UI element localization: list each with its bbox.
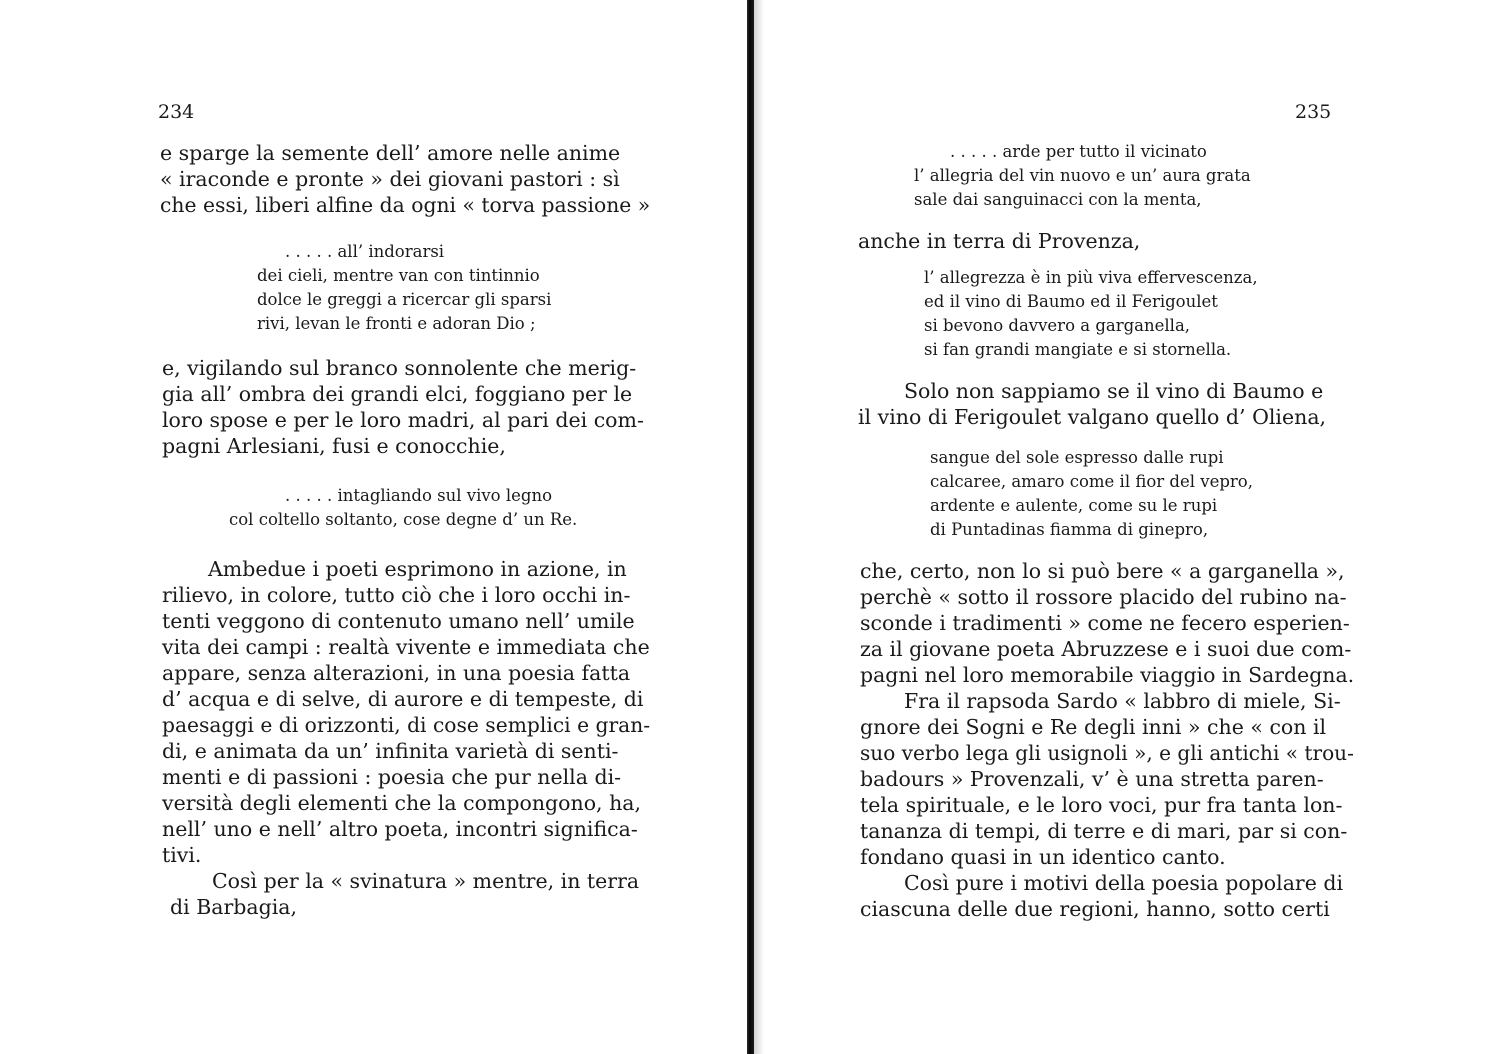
- text-line: tivi.: [162, 843, 202, 867]
- text-line-content: e sparge la semente dell’ amore nelle anime: [160, 141, 621, 165]
- text-line: « iraconde e pronte » dei giovani pastori : sì: [160, 167, 620, 191]
- verse-line: . . . . . arde per tutto il vicinato: [950, 142, 1207, 161]
- text-line: loro spose e per le loro madri, al pari dei com-: [162, 408, 644, 432]
- verse-line: di Puntadinas fiamma di ginepro,: [930, 520, 1209, 539]
- verse-line: si bevono davvero a garganella,: [924, 316, 1191, 335]
- text-line: Fra il rapsoda Sardo « labbro di miele, Si-: [904, 689, 1341, 713]
- text-line: Così per la « svinatura » mentre, in terra: [212, 869, 640, 893]
- text-line: sconde i tradimenti » come ne fecero esperien-: [860, 611, 1350, 635]
- text-line: il vino di Ferigoulet valgano quello d’ Oliena,: [858, 405, 1327, 429]
- text-line: versità degli elementi che la compongono, ha,: [162, 791, 642, 815]
- text-line: [160, 140, 633, 166]
- verse-line: . . . . . all’ indorarsi: [285, 242, 445, 261]
- text-line: di, e animata da un’ infinita varietà di senti-: [162, 739, 619, 763]
- text-line: Così pure i motivi della poesia popolare di: [904, 871, 1344, 895]
- verse-line: dei cieli, mentre van con tintinnio: [257, 266, 540, 285]
- text-line: gnore dei Sogni e Re degli inni » che « con il: [860, 715, 1327, 739]
- verse-line: l’ allegrezza è in più viva effervescenza,: [924, 268, 1258, 287]
- right-page: [754, 0, 1500, 1054]
- text-line: appare, senza alterazioni, in una poesia fatta: [162, 661, 631, 685]
- text-line: gia all’ ombra dei grandi elci, foggiano per le: [162, 382, 633, 406]
- verse-line: dolce le greggi a ricercar gli sparsi: [257, 290, 552, 309]
- text-line: anche in terra di Provenza,: [858, 229, 1141, 253]
- verse-line: si fan grandi mangiate e si stornella.: [924, 340, 1232, 359]
- verse-line: . . . . . intagliando sul vivo legno: [285, 486, 553, 505]
- text-line: perchè « sotto il rossore placido del rubino na-: [860, 585, 1347, 609]
- verse-line: l’ allegria del vin nuovo e un’ aura grata: [914, 166, 1251, 185]
- text-line: suo verbo lega gli usignoli », e gli antichi « trou-: [860, 741, 1354, 765]
- text-line: pagni nel loro memorabile viaggio in Sardegna.: [860, 663, 1355, 687]
- verse-line: sangue del sole espresso dalle rupi: [930, 448, 1224, 467]
- verse-line: sale dai sanguinacci con la menta,: [914, 190, 1202, 209]
- text-line: Solo non sappiamo se il vino di Baumo e: [904, 379, 1324, 403]
- text-line: che, certo, non lo si può bere « a garganella »,: [860, 559, 1345, 583]
- text-line: ciascuna delle due regioni, hanno, sotto certi: [860, 897, 1330, 921]
- verse-line: rivi, levan le fronti e adoran Dio ;: [257, 314, 536, 333]
- text-line: pagni Arlesiani, fusi e conocchie,: [162, 434, 506, 458]
- text-line: paesaggi e di orizzonti, di cose semplici e gran-: [162, 713, 651, 737]
- text-line: vita dei campi : realtà vivente e immediata che: [162, 635, 650, 659]
- text-line: za il giovane poeta Abruzzese e i suoi due com-: [860, 637, 1352, 661]
- text-line: menti e di passioni : poesia che pur nella di-: [162, 765, 622, 789]
- text-line: nell’ uno e nell’ altro poeta, incontri significa-: [162, 817, 638, 841]
- verse-line: ed il vino di Baumo ed il Ferigoulet: [924, 292, 1218, 311]
- verse-line: col coltello soltanto, cose degne d’ un Re.: [229, 510, 578, 529]
- book-gutter: [747, 0, 754, 1054]
- text-line: e, vigilando sul branco sonnolente che merig-: [162, 356, 637, 380]
- text-line: rilievo, in colore, tutto ciò che i loro occhi in-: [162, 583, 631, 607]
- text-line: che essi, liberi alfine da ogni « torva passione »: [160, 193, 651, 217]
- text-line: di Barbagia,: [170, 895, 298, 919]
- page-number: 235: [1295, 101, 1332, 123]
- text-line: fondano quasi in un identico canto.: [860, 845, 1226, 869]
- left-page: [0, 0, 747, 1054]
- page-number: 234: [158, 101, 195, 123]
- text-line: d’ acqua e di selve, di aurore e di tempeste, di: [162, 687, 644, 711]
- verse-line: calcaree, amaro come il fior del vepro,: [930, 472, 1253, 491]
- text-line: badours » Provenzali, v’ è una stretta paren-: [860, 767, 1324, 791]
- text-line: tenti veggono di contenuto umano nell’ umile: [162, 609, 635, 633]
- text-line: tananza di tempi, di terre e di mari, par si con-: [860, 819, 1348, 843]
- text-line: tela spirituale, e le loro voci, pur fra tanta lon-: [860, 793, 1343, 817]
- text-line: Ambedue i poeti esprimono in azione, in: [208, 557, 627, 581]
- verse-line: ardente e aulente, come su le rupi: [930, 496, 1218, 515]
